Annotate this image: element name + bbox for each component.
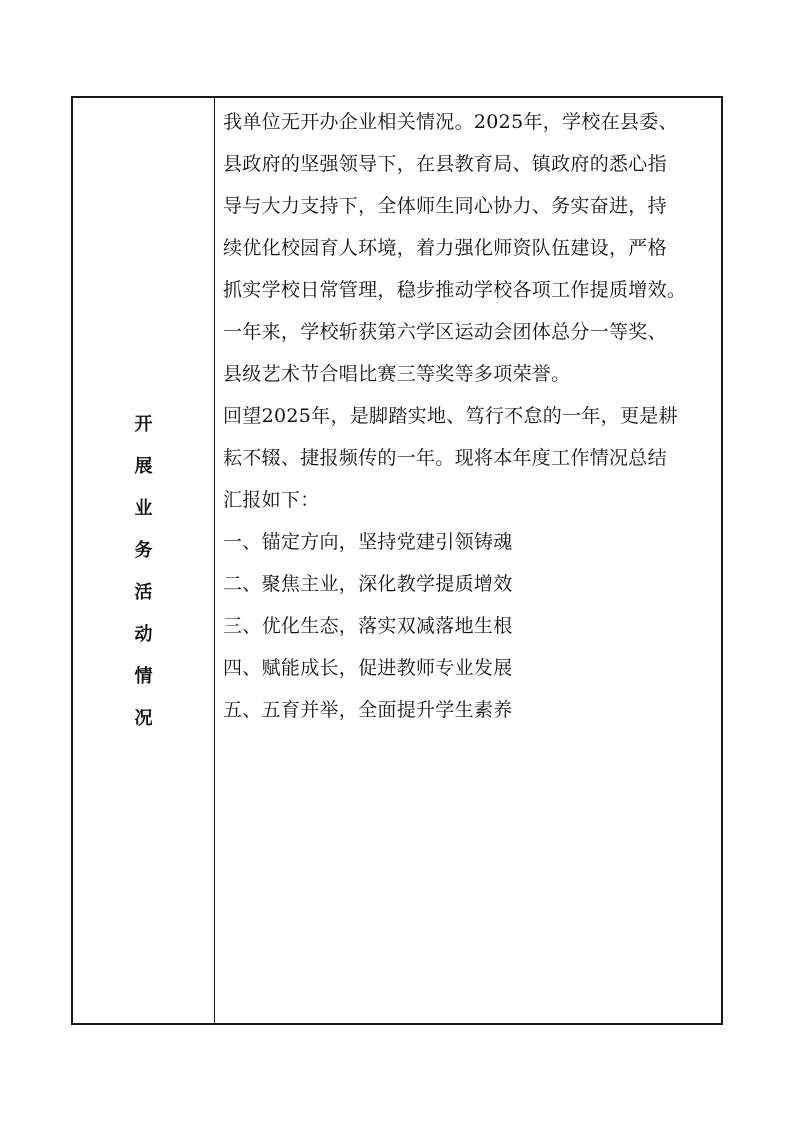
text-line: 耘不辍、捷报频传的一年。现将本年度工作情况总结 bbox=[223, 447, 667, 469]
section-label-char: 况 bbox=[134, 708, 153, 729]
list-item: 三、优化生态，落实双减落地生根 bbox=[223, 615, 513, 637]
section-label-char: 情 bbox=[134, 666, 153, 687]
content-text bbox=[223, 101, 723, 731]
text-line: 导与大力支持下，全体师生同心协力、务实奋进，持 bbox=[223, 195, 667, 217]
text-line: 我单位无开办企业相关情况。2025年，学校在县委、 bbox=[223, 111, 678, 133]
section-label-char: 动 bbox=[134, 624, 153, 645]
list-item: 一、锚定方向，坚持党建引领铸魂 bbox=[223, 531, 513, 553]
section-label-char: 业 bbox=[134, 498, 153, 519]
list-item: 四、赋能成长，促进教师专业发展 bbox=[223, 657, 513, 679]
outline-list bbox=[223, 521, 723, 731]
list-item: 五、五育并举，全面提升学生素养 bbox=[223, 699, 513, 721]
report-table bbox=[71, 96, 723, 1025]
text-line: 续优化校园育人环境，着力强化师资队伍建设，严格 bbox=[223, 237, 667, 259]
section-label-char: 活 bbox=[134, 582, 153, 603]
review-paragraph bbox=[223, 395, 723, 521]
text-line: 一年来，学校斩获第六学区运动会团体总分一等奖、 bbox=[223, 321, 667, 343]
section-label-vertical bbox=[73, 404, 214, 740]
text-line: 汇报如下： bbox=[223, 489, 320, 511]
section-label-char: 务 bbox=[134, 540, 153, 561]
section-content-cell bbox=[215, 98, 721, 1023]
text-line: 县级艺术节合唱比赛三等奖等多项荣誉。 bbox=[223, 363, 571, 385]
section-label-char: 开 bbox=[134, 414, 153, 435]
list-item: 二、聚焦主业，深化教学提质增效 bbox=[223, 573, 513, 595]
intro-paragraph bbox=[223, 101, 723, 395]
text-line: 抓实学校日常管理，稳步推动学校各项工作提质增效。 bbox=[223, 279, 687, 301]
section-label-cell bbox=[73, 98, 215, 1023]
section-label-char: 展 bbox=[134, 456, 153, 477]
text-line: 回望2025年，是脚踏实地、笃行不怠的一年，更是耕 bbox=[223, 405, 678, 427]
text-line: 县政府的坚强领导下，在县教育局、镇政府的悉心指 bbox=[223, 153, 667, 175]
